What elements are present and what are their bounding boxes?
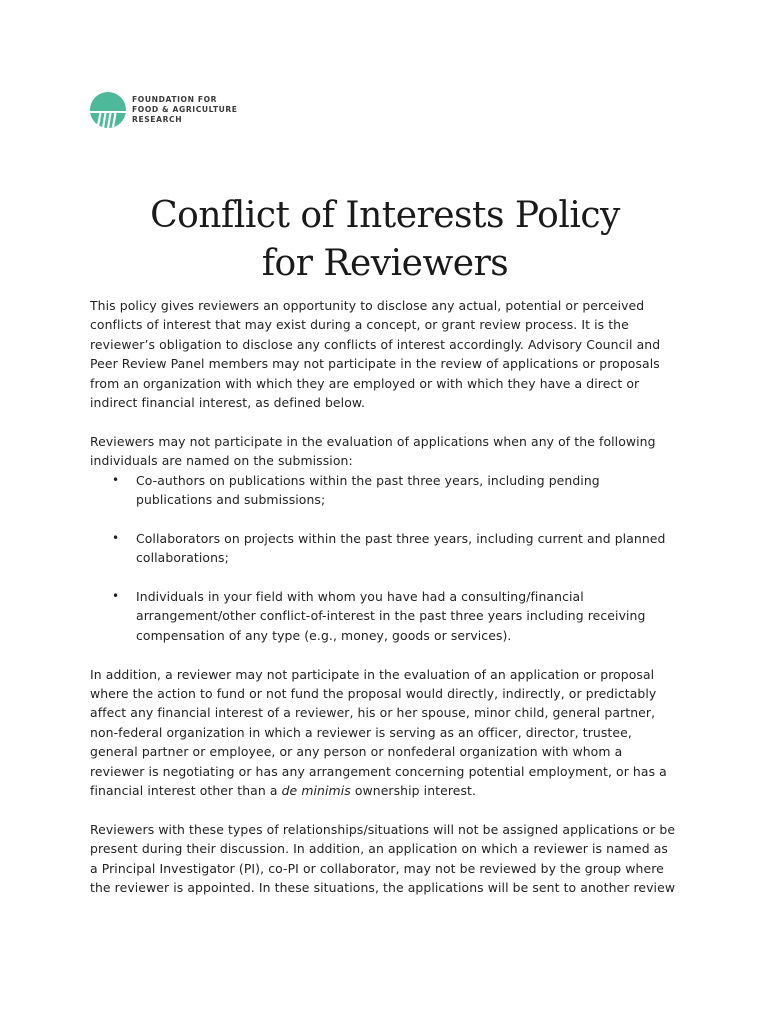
text-line: Peer Review Panel members may not participate in the review of applications or proposals <box>90 356 660 372</box>
text-line: present during their discussion. In addition, an application on which a reviewer is named as <box>90 841 668 857</box>
text-line: the reviewer is appointed. In these situations, the applications will be sent to another review <box>90 880 676 896</box>
addition-paragraph <box>90 665 690 801</box>
latin-term: de minimis <box>281 783 351 799</box>
text-line: publications and submissions; <box>136 492 326 508</box>
bullet-marker: • <box>112 530 120 545</box>
logo-wordmark <box>132 95 238 125</box>
bullet-marker: • <box>112 472 120 487</box>
bullet-item <box>90 529 690 568</box>
text-line <box>90 781 690 800</box>
text-line: In addition, a reviewer may not participate in the evaluation of an application or proposal <box>90 666 655 682</box>
text-line: general partner or employee, or any person or nonfederal organization with whom a <box>90 744 623 760</box>
text-line: Collaborators on projects within the past three years, including current and planned <box>136 530 666 546</box>
logo-line: FOUNDATION FOR <box>132 95 218 104</box>
bullet-marker: • <box>112 589 120 604</box>
title-line: Conflict of Interests Policy <box>150 195 620 236</box>
text-line: Individuals in your field with whom you have had a consulting/financial <box>136 589 584 605</box>
text-line: Reviewers may not participate in the evaluation of applications when any of the following <box>90 433 656 449</box>
text-line: compensation of any type (e.g., money, goods or services). <box>136 627 512 643</box>
text-line: Co-authors on publications within the past three years, including pending <box>136 472 600 488</box>
text-line: non-federal organization in which a reviewer is serving as an officer, director, trustee, <box>90 724 632 740</box>
text-line: arrangement/other conflict-of-interest in the past three years including receiving <box>136 608 646 624</box>
bullet-list <box>90 471 690 646</box>
text-line: where the action to fund or not fund the proposal would directly, indirectly, or predictably <box>90 686 657 702</box>
lead-in-paragraph <box>90 432 690 471</box>
ffar-logo-icon <box>90 92 126 128</box>
logo-line: RESEARCH <box>132 115 183 124</box>
text-line: indirect financial interest, as defined below. <box>90 395 366 411</box>
logo-line: FOOD & AGRICULTURE <box>132 105 238 114</box>
text-line: affect any financial interest of a reviewer, his or her spouse, minor child, general partner, <box>90 705 656 721</box>
closing-paragraph <box>90 820 690 898</box>
text-line: a Principal Investigator (PI), co-PI or collaborator, may not be reviewed by the group where <box>90 860 664 876</box>
title-line: for Reviewers <box>261 243 509 284</box>
text-run: financial interest other than a <box>90 783 282 799</box>
intro-paragraph <box>90 296 690 412</box>
text-line: reviewer is negotiating or has any arrangement concerning potential employment, or has a <box>90 763 667 779</box>
document-body <box>90 296 690 898</box>
text-line: collaborations; <box>136 550 229 566</box>
text-line: from an organization with which they are employed or with which they have a direct or <box>90 375 640 391</box>
text-line: Reviewers with these types of relationships/situations will not be assigned applications or be <box>90 821 676 837</box>
text-run: ownership interest. <box>350 783 477 799</box>
text-line: reviewer’s obligation to disclose any conflicts of interest accordingly. Advisory Council and <box>90 336 661 352</box>
document-title <box>0 192 770 288</box>
text-line: This policy gives reviewers an opportunity to disclose any actual, potential or perceived <box>90 298 645 313</box>
ffar-logo <box>90 92 238 128</box>
text-line: individuals are named on the submission: <box>90 453 353 469</box>
bullet-item <box>90 587 690 645</box>
text-line: conflicts of interest that may exist during a concept, or grant review process. It is the <box>90 317 629 333</box>
bullet-item <box>90 471 690 510</box>
